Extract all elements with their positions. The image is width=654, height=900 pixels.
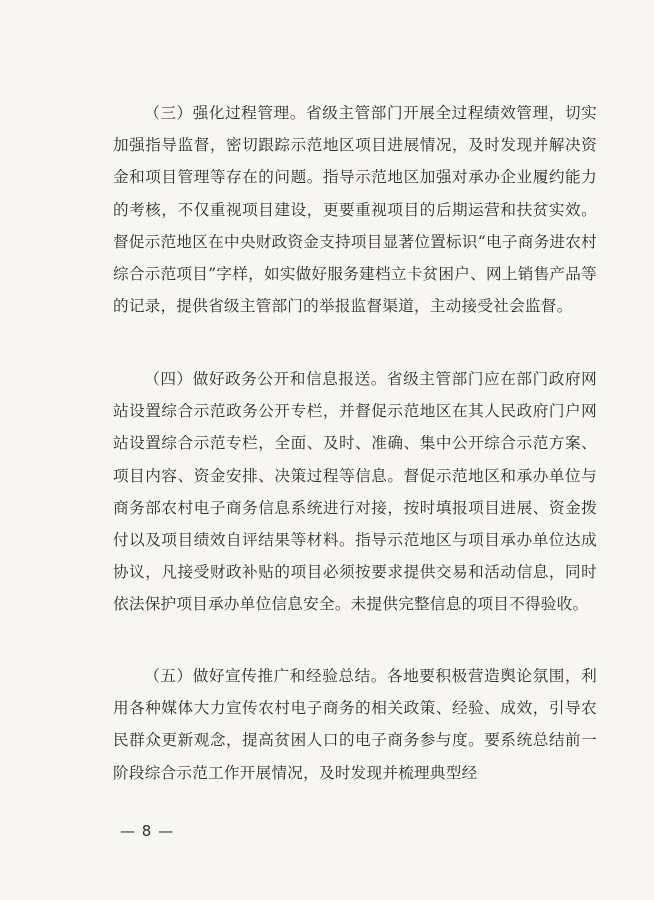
page-number: — 8 — <box>120 822 175 840</box>
paragraph-section-4: （四）做好政务公开和信息报送。省级主管部门应在部门政府网站设置综合示范政务公开专栏，并督促示范地区在其人民政府门户网站设置综合示范专栏，全面、及时、准确、集中公开综合示范方案、项目内容、资金安排、决策过程等信息。督促示范地区和承办单位与商务部农村电子商务信息系统进行对接，按时填报项目进展、资金拨付以及项目绩效自评结果等材料。指导示范地区与项目承办单位达成协议，凡接受财政补贴的项目必须按要求提供交易和活动信息，同时依法保护项目承办单位信息安全。未提供完整信息的项目不得验收。 <box>113 370 597 614</box>
paragraph-section-3: （三）强化过程管理。省级主管部门开展全过程绩效管理，切实加强指导监督，密切跟踪示范地区项目进展情况，及时发现并解决资金和项目管理等存在的问题。指导示范地区加强对承办企业履约能力的考核，不仅重视项目建设，更要重视项目的后期运营和扶贫实效。督促示范地区在中央财政资金支持项目显著位置标识“电子商务进农村综合示范项目”字样，如实做好服务建档立卡贫困户、网上销售产品等的记录，提供省级主管部门的举报监督渠道，主动接受社会监督。 <box>113 104 597 316</box>
paragraph-section-5: （五）做好宣传推广和经验总结。各地要积极营造舆论氛围，利用各种媒体大力宣传农村电子商务的相关政策、经验、成效，引导农民群众更新观念，提高贫困人口的电子商务参与度。要系统总结前一阶段综合示范工作开展情况，及时发现并梳理典型经 <box>113 667 597 782</box>
